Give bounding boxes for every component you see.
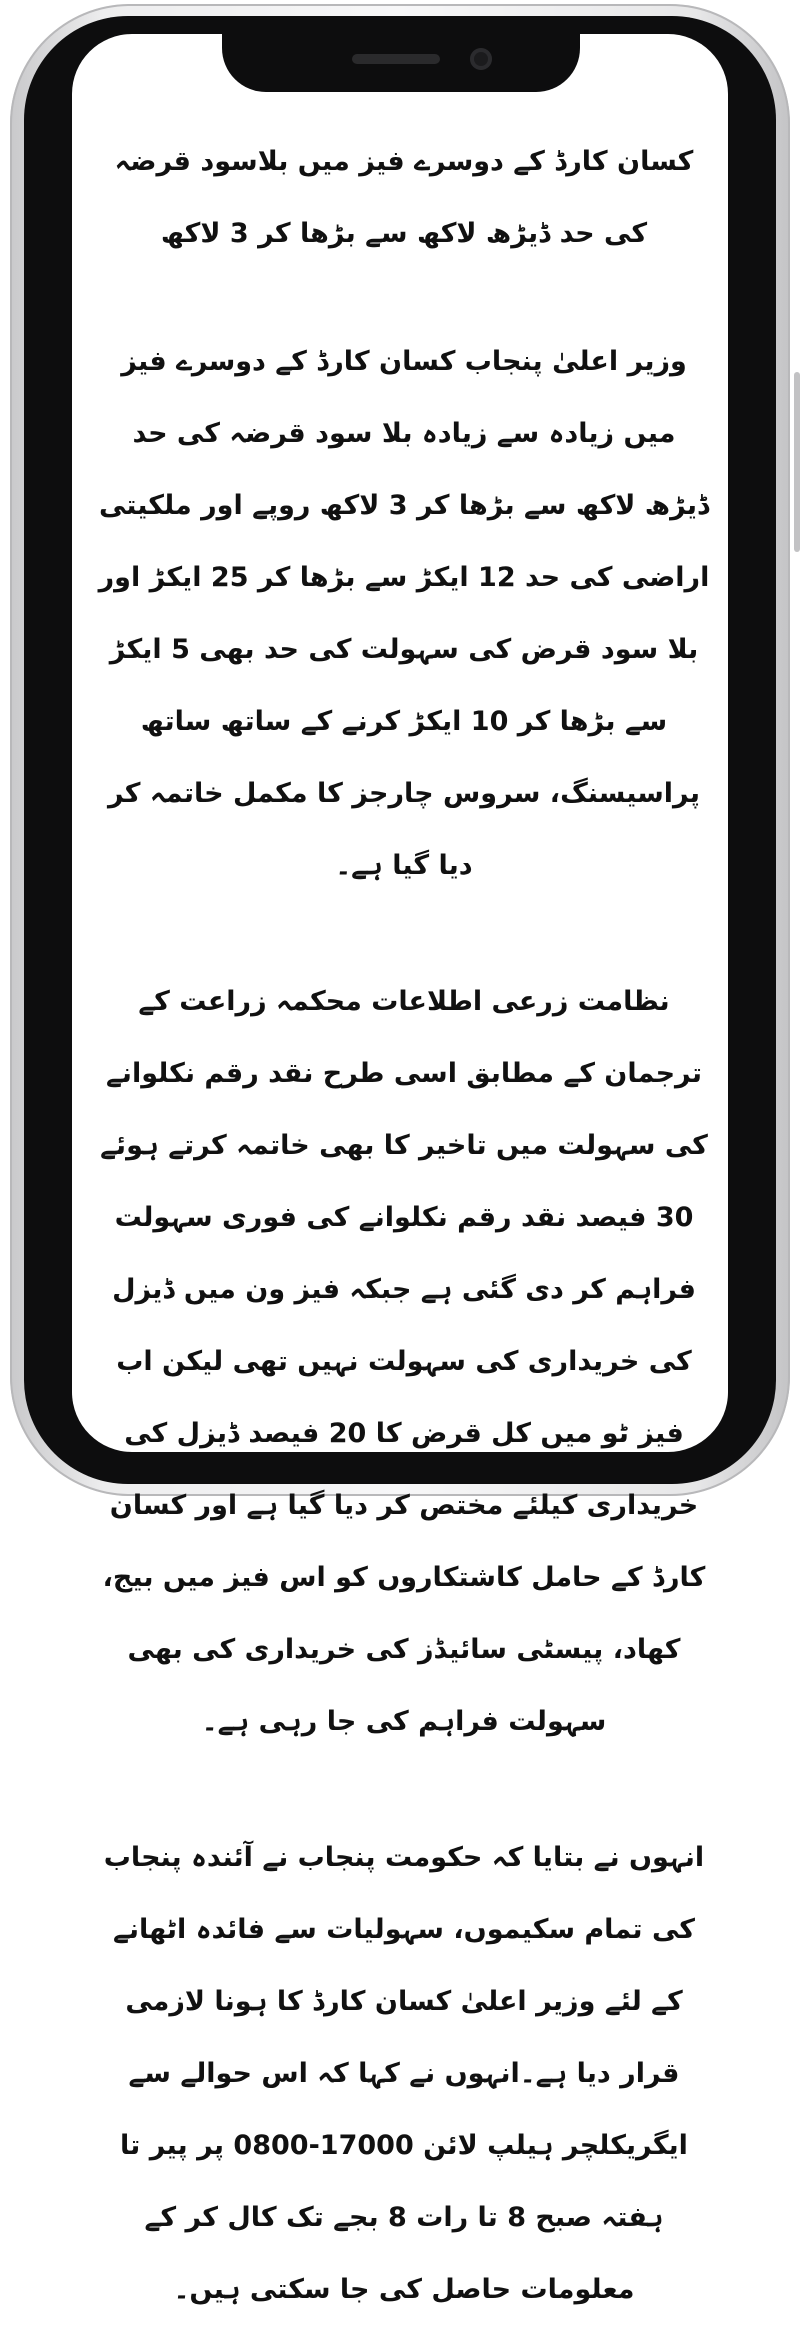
article-paragraph-2: نظامت زرعی اطلاعات محکمہ زراعت کے ترجمان کے مطابق اسی طرح نقد رقم نکلوانے کی سہولت میں تاخیر کا بھی خاتمہ کرتے ہوئے 30 فیصد نقد رقم نکلوانے کی فوری سہولت فراہم کر دی گئی ہے جبکہ فیز ون میں ڈیزل کی خریداری کی سہولت نہیں تھی لیکن اب فیز ٹو میں کل قرض کا 20 فیصد ڈیزل کی خریداری کیلئے مختص کر دیا گیا ہے اور کسان کارڈ کے حامل کاشتکاروں کو اس فیز میں بیج، کھاد، پیسٹی سائیڈز کی خریداری کی بھی سہولت فراہم کی جا رہی ہے۔ xyxy=(100,986,708,1737)
front-camera-icon xyxy=(470,48,492,70)
article-title: کسان کارڈ کے دوسرے فیز میں بلاسود قرضہ کی حد ڈیڑھ لاکھ سے بڑھا کر 3 لاکھ xyxy=(114,146,694,249)
speaker-grille xyxy=(352,54,440,64)
article xyxy=(96,126,712,2326)
power-button xyxy=(794,372,800,552)
article-paragraph-3: انہوں نے بتایا کہ حکومت پنجاب نے آئندہ پنجاب کی تمام سکیموں، سہولیات سے فائدہ اٹھانے کے لئے وزیر اعلیٰ کسان کارڈ کا ہونا لازمی قرار دیا ہے۔انہوں نے کہا کہ اس حوالے سے ایگریکلچر ہیلپ لائن 17000-0800 پر پیر تا ہفتہ صبح 8 تا رات 8 بجے تک کال کر کے معلومات حاصل کی جا سکتی ہیں۔ xyxy=(103,1842,705,2305)
article-paragraph-1: وزیر اعلیٰ پنجاب کسان کارڈ کے دوسرے فیز میں زیادہ سے زیادہ بلا سود قرضہ کی حد ڈیڑھ لاکھ سے بڑھا کر 3 لاکھ روپے اور ملکیتی اراضی کی حد 12 ایکڑ سے بڑھا کر 25 ایکڑ اور بلا سود قرض کی سہولت کی حد بھی 5 ایکڑ سے بڑھا کر 10 ایکڑ کرنے کے ساتھ ساتھ پراسیسنگ، سروس چارجز کا مکمل خاتمہ کر دیا گیا ہے۔ xyxy=(98,346,710,881)
